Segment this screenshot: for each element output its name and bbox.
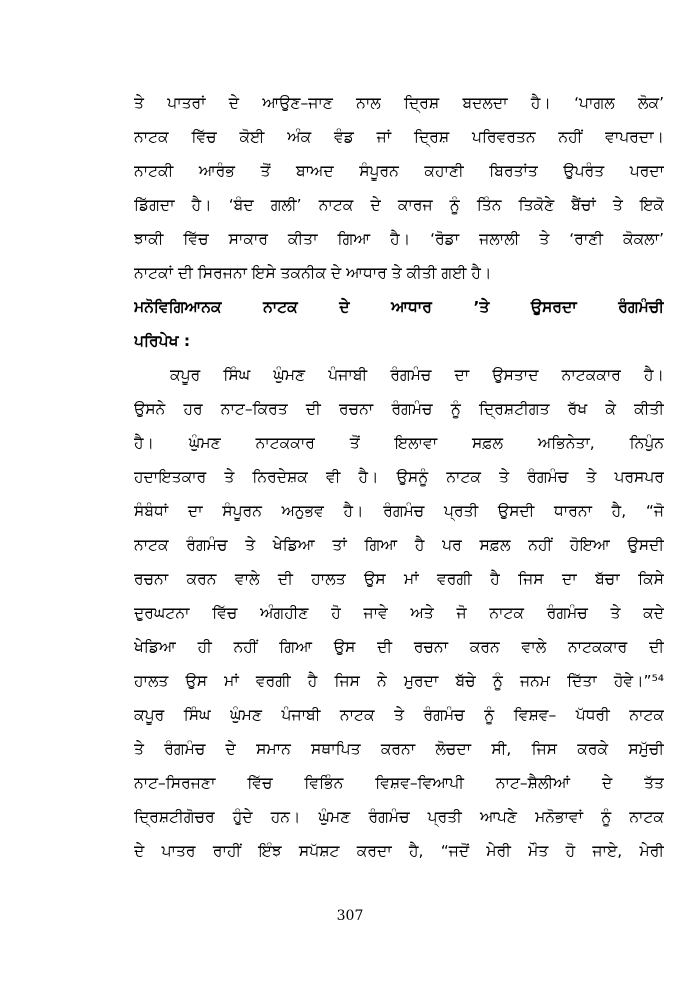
text-line: ਝਾਕੀ ਵਿੱਚ ਸਾਕਾਰ ਕੀਤਾ ਗਿਆ ਹੈ। ‘ਰੋਡਾ ਜਲਾਲੀ ਤੇ ‘ਰਾਣੀ ਕੋਕਲਾ’ — [134, 230, 664, 248]
text-line: ਨਾਟਕੀ ਆਰੰਭ ਤੋਂ ਬਾਅਦ ਸੰਪੂਰਨ ਕਹਾਣੀ ਬਿਰਤਾਂਤ ਉਪਰੰਤ ਪਰਦਾ — [134, 162, 664, 180]
text-line: ਨਾਟਕ ਵਿੱਚ ਕੋਈ ਅੰਕ ਵੰਡ ਜਾਂ ਦ੍ਰਿਸ਼ ਪਰਿਵਰਤਨ ਨਹੀਂ ਵਾਪਰਦਾ। — [134, 128, 664, 146]
text-line: ਸੰਬੰਧਾਂ ਦਾ ਸੰਪੂਰਨ ਅਨੁਭਵ ਹੈ। ਰੰਗਮੰਚ ਪ੍ਰਤੀ ਉਸਦੀ ਧਾਰਨਾ ਹੈ, “ਜੋ — [134, 502, 664, 520]
text-line: ਕਪੂਰ ਸਿੰਘ ਘੁੰਮਣ ਪੰਜਾਬੀ ਨਾਟਕ ਤੇ ਰੰਗਮੰਚ ਨੂੰ ਵਿਸ਼ਵ– ਪੱਧਰੀ ਨਾਟਕ — [134, 706, 664, 724]
section-heading: ਮਨੋਵਿਗਿਆਨਕ ਨਾਟਕ ਦੇ ਆਧਾਰ ’ਤੇ ਉਸਰਦਾ ਰੰਗਮੰਚੀ — [134, 298, 664, 316]
text-line: ਦੁਰਘਟਨਾ ਵਿੱਚ ਅੰਗਹੀਣ ਹੋ ਜਾਵੇ ਅਤੇ ਜੋ ਨਾਟਕ ਰੰਗਮੰਚ ਤੇ ਕਦੇ — [134, 604, 664, 622]
text-line: ਦ੍ਰਿਸ਼ਟੀਗੋਚਰ ਹੁੰਦੇ ਹਨ। ਘੁੰਮਣ ਰੰਗਮੰਚ ਪ੍ਰਤੀ ਆਪਣੇ ਮਨੋਭਾਵਾਂ ਨੂੰ ਨਾਟਕ — [134, 808, 664, 826]
paragraph-first-line: ਕਪੂਰ ਸਿੰਘ ਘੁੰਮਣ ਪੰਜਾਬੀ ਰੰਗਮੰਚ ਦਾ ਉਸਤਾਦ ਨਾਟਕਕਾਰ ਹੈ। — [170, 366, 664, 384]
text-line: ਤੇ ਰੰਗਮੰਚ ਦੇ ਸਮਾਨ ਸਥਾਪਿਤ ਕਰਨਾ ਲੋਚਦਾ ਸੀ, ਜਿਸ ਕਰਕੇ ਸਮੁੱਚੀ — [134, 740, 664, 758]
text-line: ਡਿੱਗਦਾ ਹੈ। ‘ਬੰਦ ਗਲੀ’ ਨਾਟਕ ਦੇ ਕਾਰਜ ਨੂੰ ਤਿੰਨ ਤਿਕੋਣੇ ਬੈਂਚਾਂ ਤੇ ਇਕੋ — [134, 196, 664, 214]
section-heading-continuation: ਪਰਿਪੇਖ : — [134, 332, 191, 350]
text-line: ਨਾਟ–ਸਿਰਜਣਾ ਵਿੱਚ ਵਿਭਿੰਨ ਵਿਸ਼ਵ–ਵਿਆਪੀ ਨਾਟ–ਸ਼ੈਲੀਆਂ ਦੇ ਤੱਤ — [134, 774, 664, 792]
page-number: 307 — [336, 908, 364, 924]
text-line: ਖੇਡਿਆ ਹੀ ਨਹੀਂ ਗਿਆ ਉਸ ਦੀ ਰਚਨਾ ਕਰਨ ਵਾਲੇ ਨਾਟਕਕਾਰ ਦੀ — [134, 638, 664, 656]
text-line: ਹਦਾਇਤਕਾਰ ਤੇ ਨਿਰਦੇਸ਼ਕ ਵੀ ਹੈ। ਉਸਨੂੰ ਨਾਟਕ ਤੇ ਰੰਗਮੰਚ ਤੇ ਪਰਸਪਰ — [134, 468, 664, 486]
text-line: ਨਾਟਕਾਂ ਦੀ ਸਿਰਜਨਾ ਇਸੇ ਤਕਨੀਕ ਦੇ ਆਧਾਰ ਤੇ ਕੀਤੀ ਗਈ ਹੈ। — [134, 264, 492, 282]
text-line: ਹੈ। ਘੁੰਮਣ ਨਾਟਕਕਾਰ ਤੋਂ ਇਲਾਵਾ ਸਫ਼ਲ ਅਭਿਨੇਤਾ, ਨਿਪੁੰਨ — [134, 434, 664, 452]
text-line: ਨਾਟਕ ਰੰਗਮੰਚ ਤੇ ਖੇਡਿਆ ਤਾਂ ਗਿਆ ਹੈ ਪਰ ਸਫ਼ਲ ਨਹੀਂ ਹੋਇਆ ਉਸਦੀ — [134, 536, 664, 554]
text-line: ਦੇ ਪਾਤਰ ਰਾਹੀਂ ਇੰਝ ਸਪੱਸ਼ਟ ਕਰਦਾ ਹੈ, “ਜਦੋਂ ਮੇਰੀ ਮੌਤ ਹੋ ਜਾਏ, ਮੇਰੀ — [134, 842, 664, 860]
text-line: ਉਸਨੇ ਹਰ ਨਾਟ–ਕਿਰਤ ਦੀ ਰਚਨਾ ਰੰਗਮੰਚ ਨੂੰ ਦ੍ਰਿਸ਼ਟੀਗਤ ਰੱਖ ਕੇ ਕੀਤੀ — [134, 400, 664, 418]
text-line: ਤੇ ਪਾਤਰਾਂ ਦੇ ਆਉਣ–ਜਾਣ ਨਾਲ ਦ੍ਰਿਸ਼ ਬਦਲਦਾ ਹੈ। ‘ਪਾਗਲ ਲੋਕ’ — [134, 94, 664, 112]
text-line: ਰਚਨਾ ਕਰਨ ਵਾਲੇ ਦੀ ਹਾਲਤ ਉਸ ਮਾਂ ਵਰਗੀ ਹੈ ਜਿਸ ਦਾ ਬੱਚਾ ਕਿਸੇ — [134, 570, 664, 588]
text-line: ਹਾਲਤ ਉਸ ਮਾਂ ਵਰਗੀ ਹੈ ਜਿਸ ਨੇ ਮੁਰਦਾ ਬੱਚੇ ਨੂੰ ਜਨਮ ਦਿੱਤਾ ਹੋਵੇ।”⁵⁴ — [134, 672, 664, 690]
